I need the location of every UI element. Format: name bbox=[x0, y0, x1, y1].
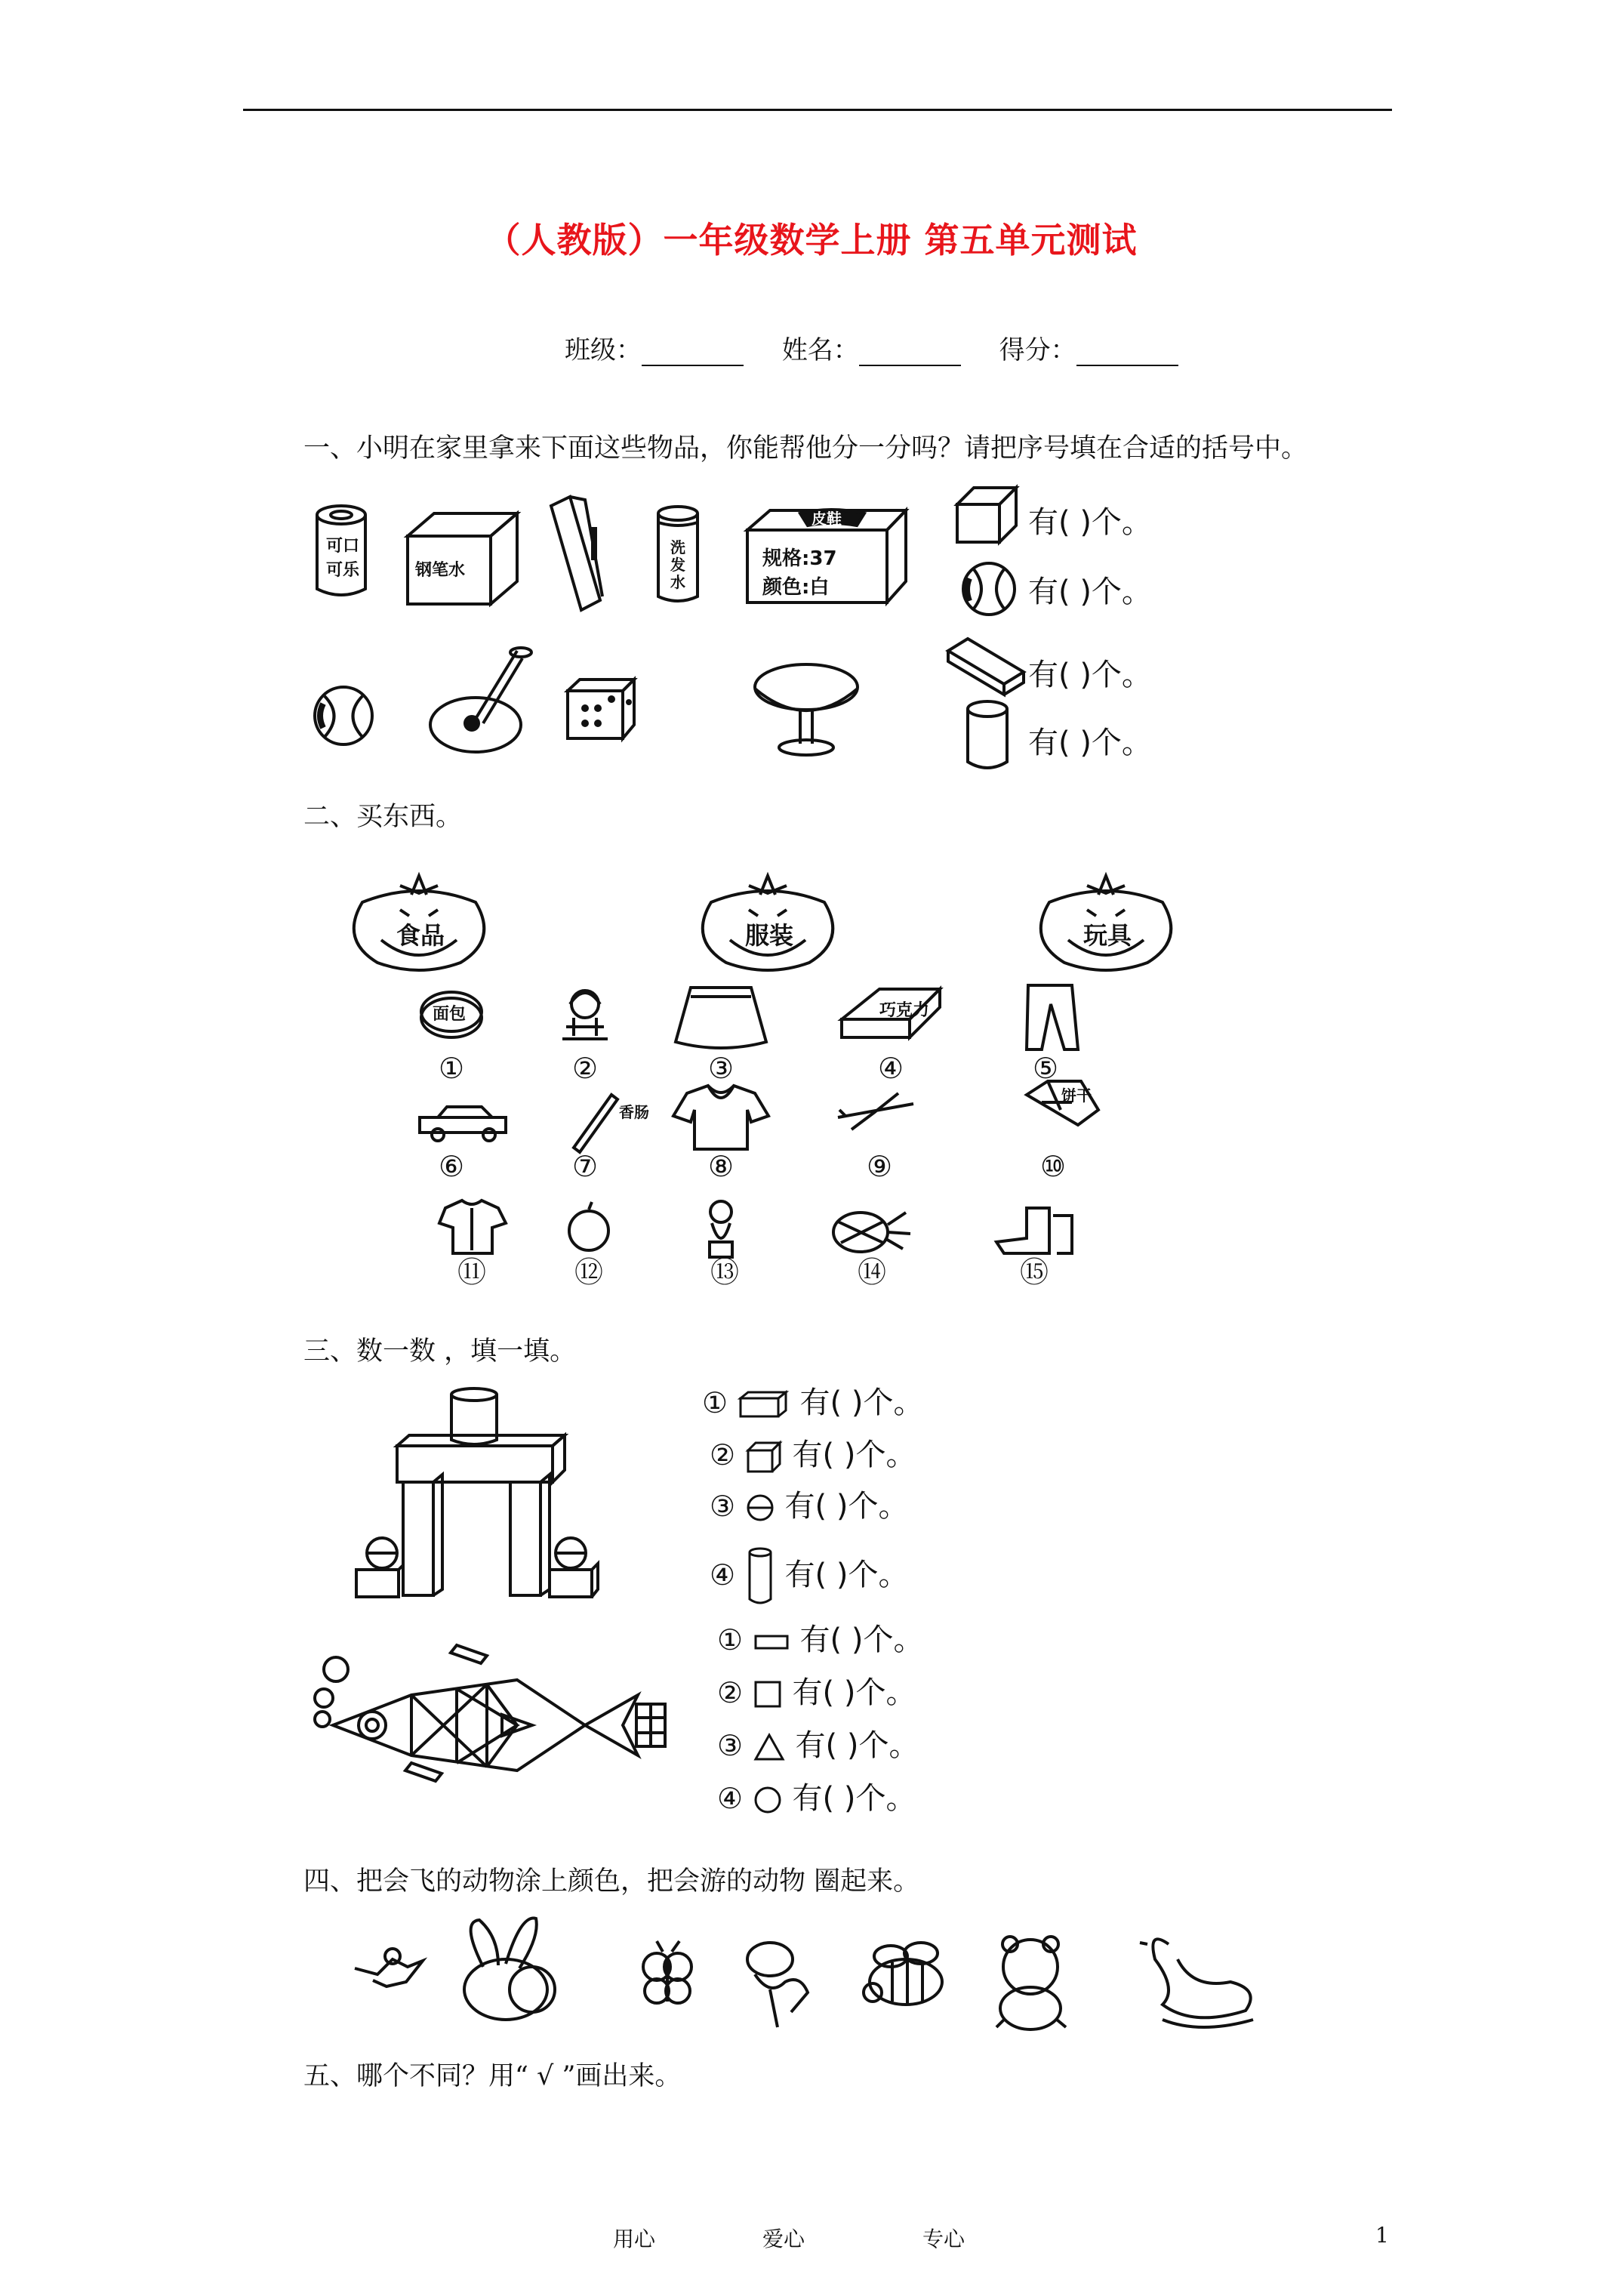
q3-g1-num-1: ① bbox=[702, 1386, 728, 1419]
square-shape-icon bbox=[753, 1679, 783, 1709]
item-number: ⑧ bbox=[707, 1150, 735, 1183]
airplane-icon bbox=[838, 1093, 913, 1130]
item-number: ① bbox=[438, 1052, 465, 1085]
store-toys-label: 玩具 bbox=[1083, 921, 1132, 950]
q2-stores-figure bbox=[347, 864, 1238, 978]
svg-text:规格:37: 规格:37 bbox=[762, 547, 837, 570]
q3-g2-row-2 bbox=[717, 1669, 916, 1712]
panda-toy-icon bbox=[710, 1201, 732, 1257]
apple-icon bbox=[569, 1202, 608, 1250]
store-food-label: 食品 bbox=[396, 921, 445, 950]
q3-g2-fill-1[interactable]: 有( )个。 bbox=[799, 1623, 924, 1657]
mushroom-table-icon bbox=[755, 664, 858, 755]
item-number: ⑪ bbox=[457, 1256, 487, 1289]
q3-g1-row-4 bbox=[710, 1546, 908, 1607]
item-number: ⑥ bbox=[438, 1150, 465, 1183]
item-number: ② bbox=[571, 1052, 599, 1085]
bird-icon bbox=[355, 1949, 423, 1986]
q3-g2-fill-3[interactable]: 有( )个。 bbox=[795, 1728, 919, 1763]
butterfly-icon bbox=[643, 1941, 691, 2003]
page-number: 1 bbox=[1375, 2223, 1389, 2248]
item-number: ④ bbox=[877, 1052, 904, 1085]
q3-gate-figure bbox=[352, 1385, 608, 1597]
page-title: （人教版）一年级数学上册 第五单元测试 bbox=[485, 220, 1138, 260]
svg-text:水: 水 bbox=[670, 573, 685, 591]
dancing-animal-icon bbox=[747, 1943, 808, 2027]
svg-text:可口: 可口 bbox=[326, 537, 360, 556]
item-number: ⑨ bbox=[866, 1150, 893, 1183]
q3-prompt: 三、数一数 ，填一填。 bbox=[303, 1336, 577, 1367]
q1-fill-1[interactable]: 有( )个。 bbox=[1028, 505, 1152, 540]
ink-box-icon bbox=[408, 513, 517, 604]
q3-g2-num-3: ③ bbox=[717, 1729, 744, 1762]
q5-prompt: 五、哪个不同？用“ √ ”画出来。 bbox=[303, 2061, 682, 2091]
item-number: ⑤ bbox=[1032, 1052, 1059, 1085]
pants-icon bbox=[1027, 985, 1078, 1049]
q3-g2-row-4 bbox=[717, 1774, 916, 1817]
svg-text:钢笔水: 钢笔水 bbox=[415, 561, 466, 580]
footer-right: 专心 bbox=[922, 2227, 965, 2251]
q3-g2-row-1 bbox=[717, 1616, 923, 1659]
name-label: 姓名： bbox=[781, 335, 859, 365]
boots-icon bbox=[996, 1208, 1072, 1253]
swan-icon bbox=[1140, 1939, 1253, 2027]
score-blank[interactable] bbox=[1076, 342, 1178, 366]
svg-text:洗: 洗 bbox=[670, 538, 685, 556]
q1-prompt: 一、小明在家里拿来下面这些物品，你能帮他分一分吗？请把序号填在合适的括号中。 bbox=[303, 433, 1308, 464]
q1-sphere-shape bbox=[960, 559, 1021, 619]
item-number: ⑭ bbox=[857, 1256, 887, 1289]
bread-label: 面包 bbox=[433, 1005, 467, 1024]
q2-prompt: 二、买东西。 bbox=[303, 802, 463, 832]
book-icon bbox=[551, 497, 602, 610]
triangle-shape-icon bbox=[753, 1732, 786, 1762]
item-number: ⑮ bbox=[1019, 1256, 1049, 1289]
score-label: 得分： bbox=[999, 335, 1076, 365]
q3-g2-fill-2[interactable]: 有( )个。 bbox=[792, 1675, 916, 1710]
q3-g1-row-3 bbox=[710, 1482, 908, 1525]
q3-g2-num-4: ④ bbox=[717, 1782, 744, 1815]
student-info-row bbox=[565, 329, 1209, 366]
q3-g1-fill-2[interactable]: 有( )个。 bbox=[792, 1438, 916, 1472]
racket-flask-icon bbox=[430, 648, 531, 752]
q3-g1-num-3: ③ bbox=[710, 1490, 736, 1523]
cuboid-shape-icon bbox=[738, 1389, 790, 1419]
circle-shape-icon bbox=[753, 1785, 783, 1815]
biscuit-label: 饼干 bbox=[1061, 1086, 1092, 1105]
q3-g2-row-3 bbox=[717, 1721, 919, 1764]
footer-left: 用心 bbox=[613, 2227, 656, 2251]
q3-g1-num-4: ④ bbox=[710, 1558, 736, 1592]
q1-fill-3[interactable]: 有( )个。 bbox=[1028, 658, 1152, 692]
doll-icon bbox=[562, 991, 608, 1039]
item-number: ③ bbox=[707, 1052, 735, 1085]
q3-g2-num-2: ② bbox=[717, 1676, 744, 1709]
svg-text:可乐: 可乐 bbox=[326, 561, 360, 580]
item-number: ⑬ bbox=[710, 1256, 740, 1289]
svg-text:发: 发 bbox=[670, 556, 685, 574]
ball-icon bbox=[315, 687, 372, 744]
q3-g1-fill-4[interactable]: 有( )个。 bbox=[784, 1558, 909, 1592]
pineapple-icon bbox=[833, 1213, 910, 1252]
footer-middle: 爱心 bbox=[762, 2227, 805, 2251]
q3-g2-num-1: ① bbox=[717, 1623, 744, 1657]
rectangle-shape-icon bbox=[753, 1630, 790, 1653]
item-number: ⑫ bbox=[574, 1256, 604, 1289]
q2-items-figure bbox=[408, 982, 1132, 1299]
q3-g1-row-1 bbox=[702, 1379, 923, 1422]
q1-fill-4[interactable]: 有( )个。 bbox=[1028, 726, 1152, 760]
q1-cuboid-shape bbox=[945, 634, 1028, 695]
q1-items-figure bbox=[302, 483, 951, 785]
cube-shape-icon bbox=[745, 1440, 783, 1473]
q1-cylinder-shape bbox=[959, 698, 1019, 774]
q1-cube-shape bbox=[953, 483, 1021, 544]
cylinder-shape-icon bbox=[745, 1546, 775, 1607]
shirt-icon bbox=[673, 1086, 768, 1149]
q4-prompt: 四、把会飞的动物涂上颜色，把会游的动物 圈起来。 bbox=[303, 1866, 920, 1897]
q1-fill-2[interactable]: 有( )个。 bbox=[1028, 575, 1152, 609]
sausage-icon bbox=[574, 1095, 617, 1152]
class-label: 班级： bbox=[565, 335, 642, 365]
sphere-shape-icon bbox=[745, 1493, 775, 1523]
svg-text:皮鞋: 皮鞋 bbox=[812, 510, 842, 528]
header-rule bbox=[243, 109, 1392, 111]
name-blank[interactable] bbox=[859, 342, 961, 366]
bear-icon bbox=[996, 1937, 1066, 2029]
rabbit-icon bbox=[464, 1918, 555, 2020]
q3-g1-num-2: ② bbox=[710, 1438, 736, 1472]
item-number: ⑦ bbox=[571, 1150, 599, 1183]
q4-animals-figure bbox=[347, 1914, 1283, 2035]
q3-g2-fill-4[interactable]: 有( )个。 bbox=[792, 1781, 916, 1816]
car-icon bbox=[420, 1107, 506, 1141]
q3-g1-fill-1[interactable]: 有( )个。 bbox=[799, 1385, 924, 1420]
bee-icon bbox=[864, 1943, 942, 2005]
tshirt-icon bbox=[439, 1200, 506, 1253]
skirt-icon bbox=[676, 988, 766, 1048]
q3-g1-row-2 bbox=[710, 1431, 916, 1474]
sausage-label: 香肠 bbox=[619, 1103, 649, 1121]
chocolate-label: 巧克力 bbox=[879, 1001, 930, 1020]
store-clothes-label: 服装 bbox=[745, 921, 794, 950]
class-blank[interactable] bbox=[642, 342, 744, 366]
svg-text:颜色:白: 颜色:白 bbox=[762, 576, 830, 599]
q3-fish-figure bbox=[306, 1642, 668, 1801]
item-number: ⑩ bbox=[1039, 1150, 1067, 1183]
q3-g1-fill-3[interactable]: 有( )个。 bbox=[784, 1489, 909, 1524]
